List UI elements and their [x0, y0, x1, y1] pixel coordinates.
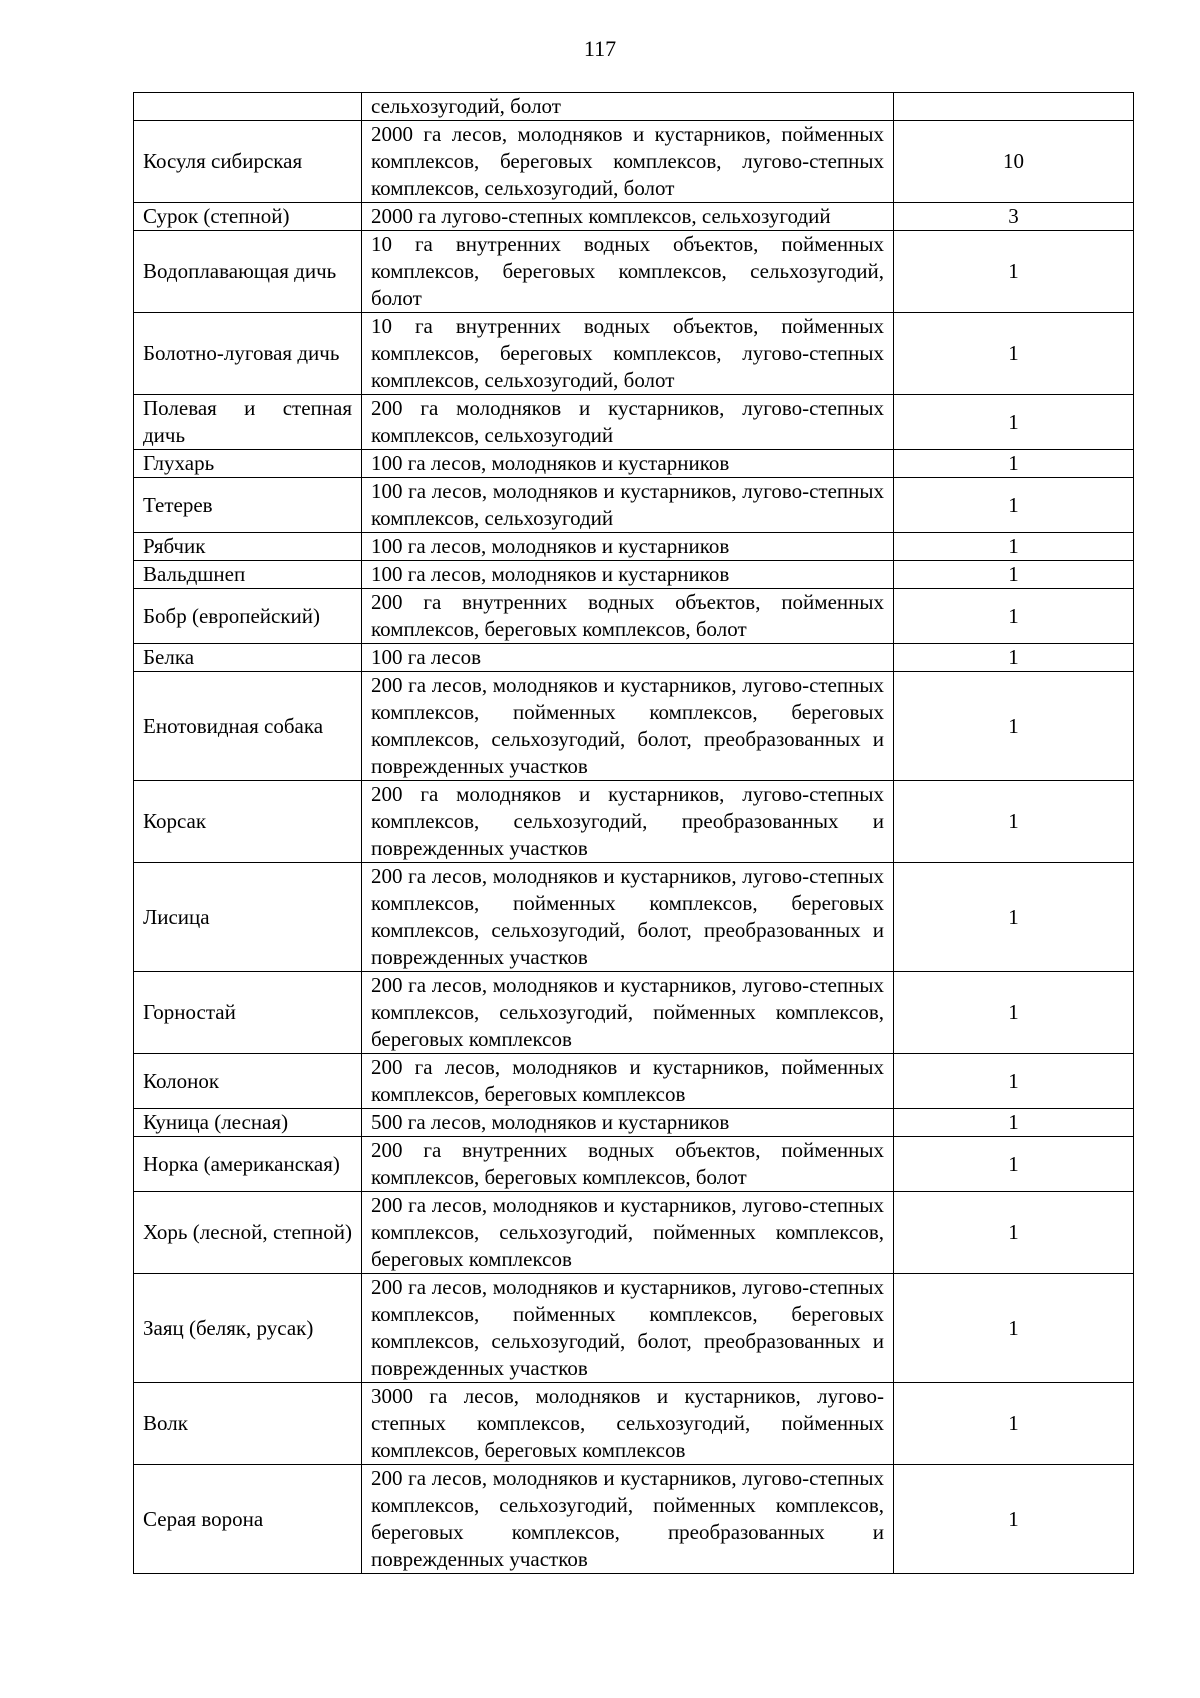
- value-cell: 10: [894, 121, 1134, 203]
- table-row: [134, 672, 1134, 781]
- species-cell: Вальдшнеп: [134, 561, 362, 589]
- table-row: [134, 533, 1134, 561]
- species-cell: Норка (американская): [134, 1137, 362, 1192]
- species-cell: Болотно-луговая дичь: [134, 313, 362, 395]
- species-cell: Сурок (степной): [134, 203, 362, 231]
- value-cell: 1: [894, 561, 1134, 589]
- value-cell: 1: [894, 1109, 1134, 1137]
- species-cell: Заяц (беляк, русак): [134, 1274, 362, 1383]
- habitat-cell: 500 га лесов, молодняков и кустарников: [362, 1109, 894, 1137]
- table-row: [134, 1274, 1134, 1383]
- value-cell: [894, 93, 1134, 121]
- table-row: [134, 1465, 1134, 1574]
- table-row: [134, 863, 1134, 972]
- table-row: [134, 313, 1134, 395]
- value-cell: 1: [894, 313, 1134, 395]
- habitat-cell: 200 га лесов, молодняков и кустарников, лугово-степных комплексов, пойменных комплексов, береговых комплексов, сельхозугодий, болот, преобразованных и поврежденных участков: [362, 863, 894, 972]
- species-cell: Волк: [134, 1383, 362, 1465]
- habitat-cell: 10 га внутренних водных объектов, пойменных комплексов, береговых комплексов, лугово-степных комплексов, сельхозугодий, болот: [362, 313, 894, 395]
- habitat-cell: 100 га лесов, молодняков и кустарников: [362, 450, 894, 478]
- table-row: [134, 231, 1134, 313]
- species-cell: Тетерев: [134, 478, 362, 533]
- value-cell: 1: [894, 1137, 1134, 1192]
- value-cell: 1: [894, 478, 1134, 533]
- species-cell: Колонок: [134, 1054, 362, 1109]
- table-row: [134, 972, 1134, 1054]
- table-row: [134, 121, 1134, 203]
- table-row: [134, 478, 1134, 533]
- value-cell: 1: [894, 972, 1134, 1054]
- species-cell: Куница (лесная): [134, 1109, 362, 1137]
- habitat-cell: 200 га лесов, молодняков и кустарников, пойменных комплексов, береговых комплексов: [362, 1054, 894, 1109]
- habitat-cell: 100 га лесов, молодняков и кустарников: [362, 561, 894, 589]
- value-cell: 1: [894, 1054, 1134, 1109]
- table-row: [134, 781, 1134, 863]
- table-row: [134, 561, 1134, 589]
- value-cell: 3: [894, 203, 1134, 231]
- value-cell: 1: [894, 231, 1134, 313]
- habitat-cell: 2000 га лугово-степных комплексов, сельхозугодий: [362, 203, 894, 231]
- habitat-cell: 10 га внутренних водных объектов, пойменных комплексов, береговых комплексов, сельхозугодий, болот: [362, 231, 894, 313]
- species-cell: Рябчик: [134, 533, 362, 561]
- habitat-cell: 200 га внутренних водных объектов, пойменных комплексов, береговых комплексов, болот: [362, 1137, 894, 1192]
- habitat-cell: 200 га молодняков и кустарников, лугово-степных комплексов, сельхозугодий: [362, 395, 894, 450]
- value-cell: 1: [894, 450, 1134, 478]
- species-cell: Косуля сибирская: [134, 121, 362, 203]
- value-cell: 1: [894, 644, 1134, 672]
- table-row: [134, 1137, 1134, 1192]
- value-cell: 1: [894, 533, 1134, 561]
- table-row: [134, 395, 1134, 450]
- species-cell: Глухарь: [134, 450, 362, 478]
- habitat-cell: 200 га лесов, молодняков и кустарников, лугово-степных комплексов, сельхозугодий, пойменных комплексов, береговых комплексов: [362, 1192, 894, 1274]
- value-cell: 1: [894, 1192, 1134, 1274]
- species-cell: [134, 93, 362, 121]
- species-cell: Лисица: [134, 863, 362, 972]
- species-cell: Серая ворона: [134, 1465, 362, 1574]
- habitat-cell: 200 га лесов, молодняков и кустарников, лугово-степных комплексов, пойменных комплексов, береговых комплексов, сельхозугодий, болот, преобразованных и поврежденных участков: [362, 672, 894, 781]
- table-row: [134, 93, 1134, 121]
- table-row: [134, 1054, 1134, 1109]
- species-habitat-table: [133, 92, 1134, 1574]
- table-row: [134, 1192, 1134, 1274]
- value-cell: 1: [894, 395, 1134, 450]
- table-row: [134, 203, 1134, 231]
- value-cell: 1: [894, 672, 1134, 781]
- page-number: 117: [583, 36, 617, 61]
- species-cell: Горностай: [134, 972, 362, 1054]
- habitat-cell: 2000 га лесов, молодняков и кустарников, пойменных комплексов, береговых комплексов, лугово-степных комплексов, сельхозугодий, болот: [362, 121, 894, 203]
- habitat-cell: 3000 га лесов, молодняков и кустарников, лугово-степных комплексов, сельхозугодий, пойменных комплексов, береговых комплексов: [362, 1383, 894, 1465]
- habitat-cell: 200 га лесов, молодняков и кустарников, лугово-степных комплексов, сельхозугодий, пойменных комплексов, береговых комплексов, преобразованных и поврежденных участков: [362, 1465, 894, 1574]
- species-cell: Белка: [134, 644, 362, 672]
- species-cell: Водоплавающая дичь: [134, 231, 362, 313]
- value-cell: 1: [894, 589, 1134, 644]
- table-row: [134, 450, 1134, 478]
- value-cell: 1: [894, 863, 1134, 972]
- table-row: [134, 644, 1134, 672]
- habitat-cell: 200 га молодняков и кустарников, лугово-степных комплексов, сельхозугодий, преобразованных и поврежденных участков: [362, 781, 894, 863]
- habitat-cell: 200 га лесов, молодняков и кустарников, лугово-степных комплексов, пойменных комплексов, береговых комплексов, сельхозугодий, болот, преобразованных и поврежденных участков: [362, 1274, 894, 1383]
- table-row: [134, 1109, 1134, 1137]
- habitat-cell: 100 га лесов, молодняков и кустарников: [362, 533, 894, 561]
- species-cell: Корсак: [134, 781, 362, 863]
- species-cell: Хорь (лесной, степной): [134, 1192, 362, 1274]
- value-cell: 1: [894, 1274, 1134, 1383]
- habitat-cell: 100 га лесов: [362, 644, 894, 672]
- table-row: [134, 1383, 1134, 1465]
- table-row: [134, 589, 1134, 644]
- species-cell: Полевая и степная дичь: [134, 395, 362, 450]
- habitat-cell: 100 га лесов, молодняков и кустарников, лугово-степных комплексов, сельхозугодий: [362, 478, 894, 533]
- habitat-cell: 200 га лесов, молодняков и кустарников, лугово-степных комплексов, сельхозугодий, пойменных комплексов, береговых комплексов: [362, 972, 894, 1054]
- habitat-cell: 200 га внутренних водных объектов, пойменных комплексов, береговых комплексов, болот: [362, 589, 894, 644]
- species-cell: Бобр (европейский): [134, 589, 362, 644]
- value-cell: 1: [894, 1465, 1134, 1574]
- value-cell: 1: [894, 1383, 1134, 1465]
- habitat-cell: сельхозугодий, болот: [362, 93, 894, 121]
- value-cell: 1: [894, 781, 1134, 863]
- species-cell: Енотовидная собака: [134, 672, 362, 781]
